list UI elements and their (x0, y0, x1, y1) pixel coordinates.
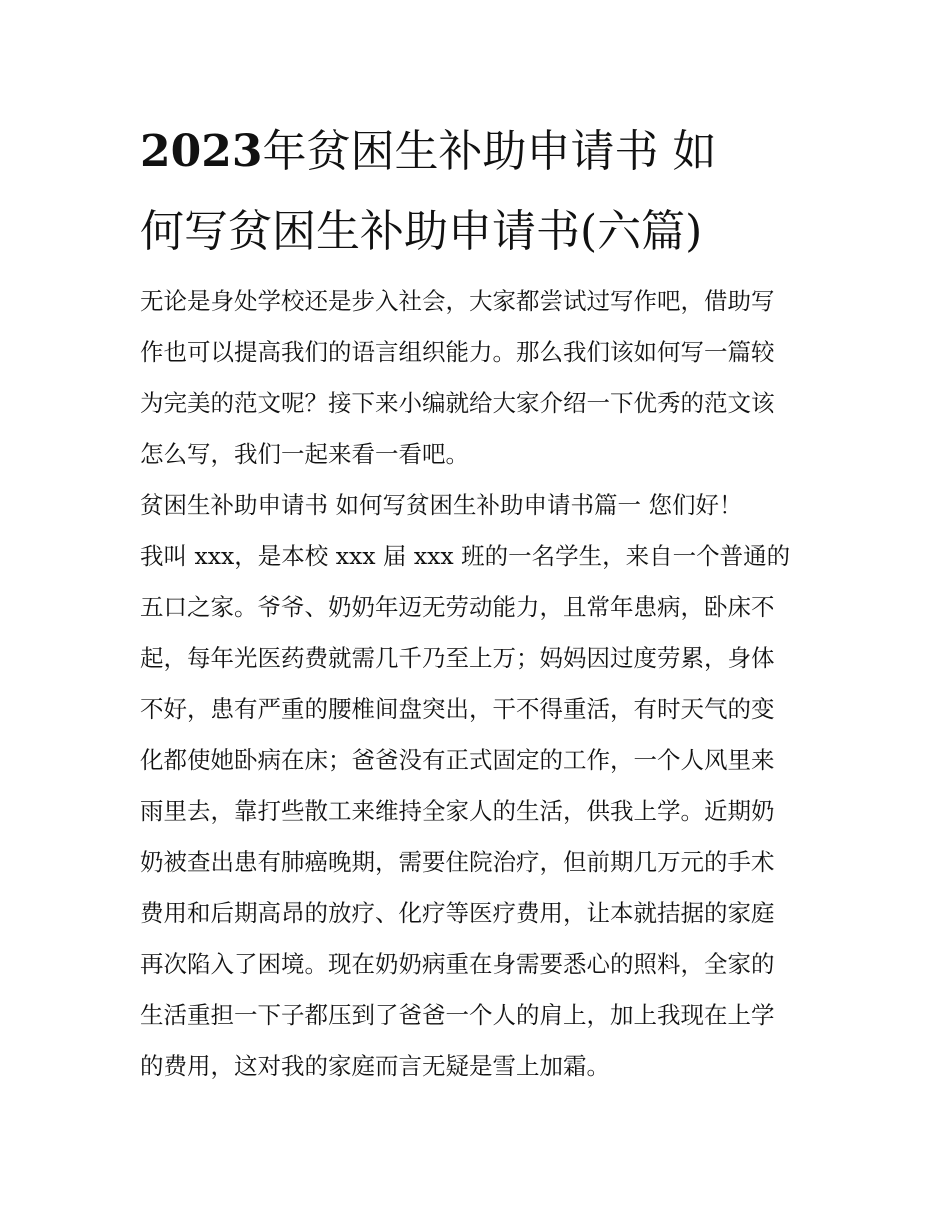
title-line-2: 何写贫困生补助申请书(六篇) (140, 206, 703, 257)
body-line: 五口之家。爷爷、奶奶年迈无劳动能力，且常年患病，卧床不 (140, 593, 775, 621)
body-line: 起，每年光医药费就需几千乃至上万；妈妈因过度劳累，身体 (140, 644, 775, 672)
body-line: 不好，患有严重的腰椎间盘突出，干不得重活，有时天气的变 (140, 695, 775, 723)
body-line: 为完美的范文呢？接下来小编就给大家介绍一下优秀的范文该 (140, 389, 775, 417)
body-line: 的费用，这对我的家庭而言无疑是雪上加霜。 (140, 1052, 610, 1080)
body-line: 雨里去，靠打些散工来维持全家人的生活，供我上学。近期奶 (140, 797, 775, 825)
document-title (140, 112, 820, 272)
document-body (140, 276, 820, 1092)
body-line: 奶被查出患有肺癌晚期，需要住院治疗，但前期几万元的手术 (140, 848, 775, 876)
body-line: 费用和后期高昂的放疗、化疗等医疗费用，让本就拮据的家庭 (140, 899, 775, 927)
body-line: 怎么写，我们一起来看一看吧。 (140, 440, 469, 468)
title-year: 2023 (140, 126, 263, 177)
body-line: 生活重担一下子都压到了爸爸一个人的肩上，加上我现在上学 (140, 1001, 775, 1029)
body-line: 我叫 xxx，是本校 xxx 届 xxx 班的一名学生，来自一个普通的 (140, 542, 791, 570)
body-line: 再次陷入了困境。现在奶奶病重在身需要悉心的照料，全家的 (140, 950, 775, 978)
title-line-1 (140, 112, 820, 192)
title-line-1-text: 年贫困生补助申请书 如 (262, 126, 717, 177)
section-heading-line: 贫困生补助申请书 如何写贫困生补助申请书篇一 您们好！ (140, 491, 743, 519)
body-line: 作也可以提高我们的语言组织能力。那么我们该如何写一篇较 (140, 338, 775, 366)
body-line: 无论是身处学校还是步入社会，大家都尝试过写作吧，借助写 (140, 287, 775, 315)
body-line: 化都使她卧病在床；爸爸没有正式固定的工作，一个人风里来 (140, 746, 775, 774)
